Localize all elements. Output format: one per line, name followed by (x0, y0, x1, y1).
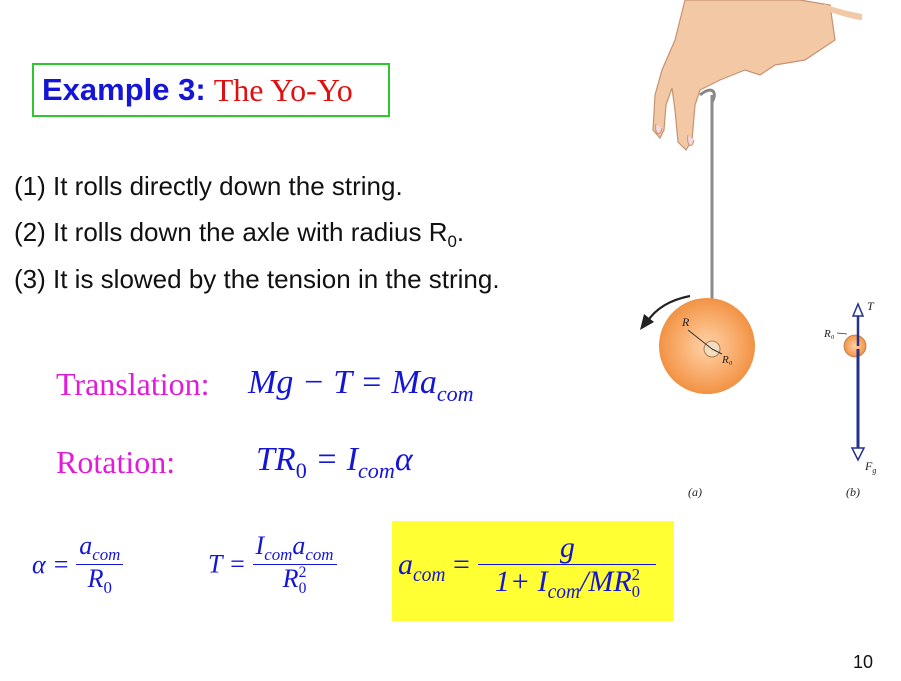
title-subject: The Yo-Yo (213, 71, 353, 108)
yoyo-figure (600, 0, 901, 510)
hand-icon (653, 0, 862, 150)
alpha-equation: α = $\frac{a_{com}}{R_0}$ (32, 532, 123, 598)
fbd-yoyo (844, 335, 866, 357)
label-R0: R₀ (722, 354, 733, 366)
rotation-equation: $TR_0 = I_{com}\alpha$ (256, 441, 413, 483)
acceleration-equation: $a_{com}$ = g $1+ I_{com}/MR$ 2 0 (398, 532, 657, 603)
page-number: 10 (852, 652, 873, 672)
translation-equation: $Mg - T = Ma_{com}$ (248, 364, 474, 406)
translation-label: Translation: (56, 366, 210, 402)
label-T: T (867, 299, 874, 313)
tension-equation: T = $I_{com}a_{com}$ R 2 0 (208, 532, 337, 597)
bullet-3: (3) It is slowed by the tension in the string. (14, 264, 500, 294)
label-Fg: $F_g$ (865, 459, 877, 475)
bullet-1: (1) It rolls directly down the string. (14, 171, 403, 201)
title-prefix: Example 3: (42, 72, 206, 107)
label-R0-b: R₀ (824, 328, 835, 340)
bullet-2: (2) It rolls down the axle with radius $R_0$. (14, 217, 465, 252)
title-box (32, 63, 390, 117)
caption-a: (a) (688, 485, 702, 499)
caption-b: (b) (846, 485, 860, 499)
rotation-label: Rotation: (56, 444, 176, 480)
label-R: R (682, 315, 690, 329)
